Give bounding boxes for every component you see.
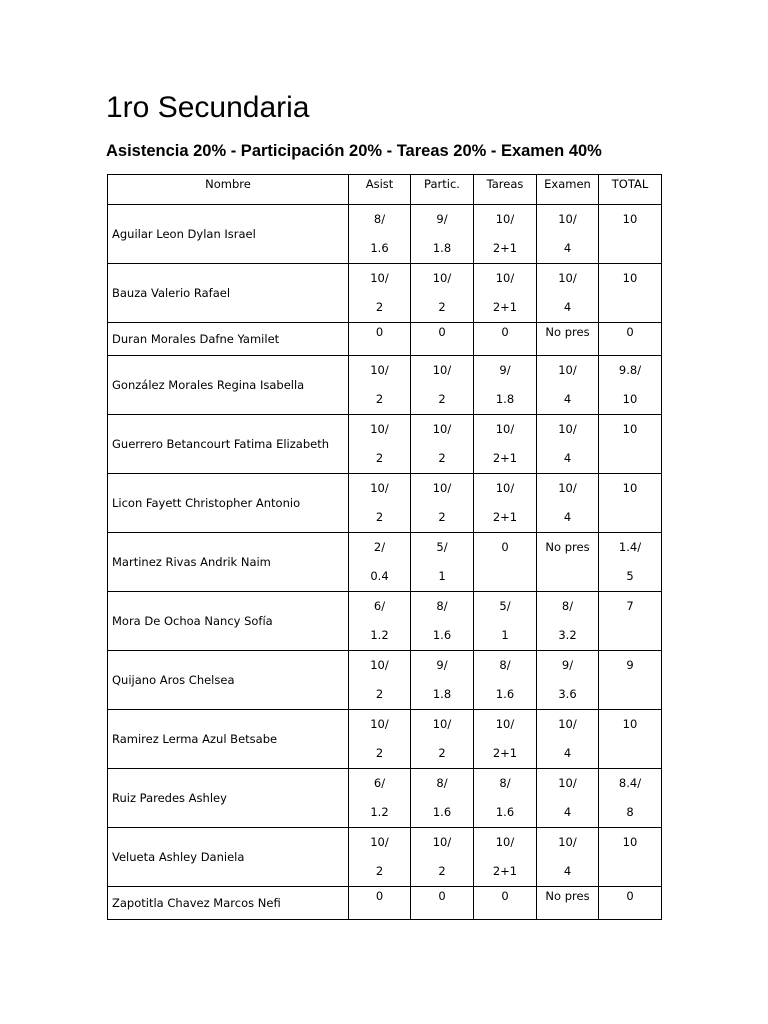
cell-total [599,769,662,828]
table-row [108,474,662,533]
partic-score: 5/ [436,540,448,554]
header-nombre: Nombre [108,175,349,205]
cell-total [599,205,662,264]
header-tareas: Tareas [474,175,537,205]
cell-asist [349,533,411,592]
cell-asist [349,323,411,356]
cell-examen [537,710,599,769]
cell-tareas [474,356,537,415]
asist-score: 2/ [373,540,386,554]
total-score: 10 [622,717,638,731]
partic-weighted: 2 [438,746,446,760]
asist-score: 10/ [370,422,389,436]
examen-score: 10/ [558,835,577,849]
cell-total [599,356,662,415]
cell-tareas [474,474,537,533]
tareas-weighted: 1.6 [495,687,515,701]
student-name: Quijano Aros Chelsea [108,651,349,710]
total-weighted [599,680,661,709]
table-row [108,592,662,651]
cell-partic [411,887,474,920]
asist-weighted: 2 [375,300,384,314]
cell-examen [537,264,599,323]
table-row [108,828,662,887]
table-row [108,264,662,323]
tareas-weighted: 2+1 [492,300,518,314]
cell-tareas [474,828,537,887]
asist-score: 8/ [373,212,386,226]
partic-score: 10/ [432,481,452,495]
cell-examen [537,828,599,887]
student-name: Aguilar Leon Dylan Israel [108,205,349,264]
total-weighted [599,293,661,322]
asist-score: 10/ [370,835,389,849]
tareas-weighted [474,562,536,591]
partic-score: 0 [438,889,446,903]
tareas-score: 9/ [499,363,511,377]
partic-weighted: 1 [438,569,446,583]
examen-score: 9/ [561,658,574,672]
asist-score: 0 [375,889,384,903]
examen-weighted: 4 [563,451,572,465]
cell-partic [411,323,474,356]
partic-score: 10/ [432,363,452,377]
cell-partic [411,205,474,264]
cell-tareas [474,415,537,474]
total-score: 7 [626,599,634,613]
cell-total [599,592,662,651]
cell-partic [411,828,474,887]
table-row [108,710,662,769]
asist-weighted: 1.2 [370,805,389,819]
cell-total [599,264,662,323]
grades-table [107,174,662,920]
partic-score: 10/ [432,422,452,436]
cell-total [599,887,662,920]
header-partic: Partic. [411,175,474,205]
table-row [108,356,662,415]
examen-score: 8/ [561,599,574,613]
total-score: 9.8/ [618,363,642,377]
tareas-score: 0 [501,889,509,903]
asist-score: 0 [375,325,384,339]
total-weighted [599,234,661,263]
header-total: TOTAL [599,175,662,205]
student-name: Velueta Ashley Daniela [108,828,349,887]
partic-score: 10/ [432,717,452,731]
total-score: 1.4/ [618,540,642,554]
table-row [108,533,662,592]
cell-total [599,533,662,592]
examen-score: 10/ [558,363,577,377]
asist-weighted: 2 [375,746,384,760]
tareas-score: 5/ [499,599,511,613]
asist-weighted: 2 [375,687,384,701]
table-row [108,205,662,264]
cell-asist [349,205,411,264]
cell-tareas [474,323,537,356]
examen-weighted: 4 [563,241,572,255]
asist-score: 10/ [370,363,389,377]
partic-score: 10/ [432,835,452,849]
cell-partic [411,356,474,415]
cell-examen [537,356,599,415]
student-name: Mora De Ochoa Nancy Sofía [108,592,349,651]
partic-score: 9/ [436,658,448,672]
table-row [108,415,662,474]
cell-partic [411,769,474,828]
total-score: 10 [622,481,638,495]
asist-weighted: 2 [375,864,384,878]
cell-partic [411,415,474,474]
total-score: 0 [626,325,634,339]
table-row [108,769,662,828]
tareas-weighted: 1.6 [495,805,515,819]
cell-partic [411,533,474,592]
total-weighted [599,503,661,532]
total-score: 9 [626,658,634,672]
examen-score: No pres [545,325,590,339]
cell-partic [411,474,474,533]
tareas-score: 10/ [495,835,515,849]
examen-score: 10/ [558,776,577,790]
examen-weighted: 4 [563,510,572,524]
cell-total [599,710,662,769]
total-weighted [599,621,661,650]
total-score: 8.4/ [618,776,642,790]
total-weighted: 5 [626,569,634,583]
total-score: 10 [622,212,638,226]
asist-weighted: 1.6 [370,241,389,255]
examen-score: 10/ [558,212,577,226]
examen-weighted: 3.6 [558,687,577,701]
student-name: Zapotitla Chavez Marcos Nefi [108,887,349,920]
examen-score: 10/ [558,422,577,436]
cell-asist [349,710,411,769]
partic-score: 8/ [436,776,448,790]
cell-examen [537,533,599,592]
total-weighted [599,444,661,473]
cell-examen [537,592,599,651]
header-examen: Examen [537,175,599,205]
cell-tareas [474,533,537,592]
cell-tareas [474,887,537,920]
table-row [108,887,662,920]
tareas-score: 10/ [495,212,515,226]
asist-score: 10/ [370,271,389,285]
cell-examen [537,205,599,264]
examen-weighted [537,562,598,591]
grading-weights-subtitle: Asistencia 20% - Participación 20% - Tareas 20% - Examen 40% [106,142,602,160]
total-weighted: 10 [622,392,638,406]
tareas-weighted: 2+1 [492,746,518,760]
cell-tareas [474,710,537,769]
cell-total [599,651,662,710]
tareas-weighted: 1 [501,628,509,642]
partic-weighted: 1.8 [432,687,452,701]
tareas-weighted: 2+1 [492,241,518,255]
asist-weighted: 0.4 [370,569,389,583]
cell-asist [349,474,411,533]
partic-weighted: 1.6 [432,628,452,642]
tareas-weighted: 2+1 [492,510,518,524]
student-name: Guerrero Betancourt Fatima Elizabeth [108,415,349,474]
partic-weighted: 1.8 [432,241,452,255]
total-score: 10 [622,271,638,285]
student-name: Martinez Rivas Andrik Naim [108,533,349,592]
total-weighted: 8 [626,805,634,819]
student-name: Ruiz Paredes Ashley [108,769,349,828]
partic-weighted: 2 [438,510,446,524]
partic-score: 9/ [436,212,448,226]
partic-score: 8/ [436,599,448,613]
total-score: 10 [622,835,638,849]
examen-weighted: 4 [563,300,572,314]
cell-tareas [474,592,537,651]
cell-asist [349,592,411,651]
student-name: Licon Fayett Christopher Antonio [108,474,349,533]
table-row [108,651,662,710]
tareas-score: 10/ [495,422,515,436]
asist-weighted: 1.2 [370,628,389,642]
student-name: González Morales Regina Isabella [108,356,349,415]
cell-total [599,474,662,533]
partic-weighted: 1.6 [432,805,452,819]
cell-asist [349,415,411,474]
total-score: 10 [622,422,638,436]
tareas-score: 10/ [495,481,515,495]
cell-tareas [474,769,537,828]
student-name: Bauza Valerio Rafael [108,264,349,323]
asist-weighted: 2 [375,392,384,406]
tareas-score: 8/ [499,658,511,672]
header-asist: Asist [349,175,411,205]
cell-examen [537,415,599,474]
cell-examen [537,887,599,920]
tareas-weighted: 1.8 [495,392,515,406]
partic-weighted: 2 [438,864,446,878]
page-title: 1ro Secundaria [106,91,310,124]
cell-examen [537,323,599,356]
asist-weighted: 2 [375,510,384,524]
cell-tareas [474,651,537,710]
examen-weighted: 4 [563,746,572,760]
tareas-score: 8/ [499,776,511,790]
total-weighted [599,857,661,886]
tareas-score: 0 [501,325,509,339]
cell-asist [349,769,411,828]
asist-score: 6/ [373,599,386,613]
table-row [108,323,662,356]
tareas-weighted: 2+1 [492,451,518,465]
asist-score: 10/ [370,717,389,731]
cell-asist [349,356,411,415]
cell-asist [349,651,411,710]
cell-partic [411,651,474,710]
cell-total [599,828,662,887]
cell-partic [411,592,474,651]
student-name: Duran Morales Dafne Yamilet [108,323,349,356]
grades-body [108,205,662,920]
tareas-score: 10/ [495,717,515,731]
cell-examen [537,474,599,533]
partic-weighted: 2 [438,300,446,314]
cell-total [599,323,662,356]
cell-partic [411,710,474,769]
cell-tareas [474,264,537,323]
cell-examen [537,651,599,710]
tareas-score: 10/ [495,271,515,285]
cell-asist [349,264,411,323]
cell-partic [411,264,474,323]
examen-weighted: 4 [563,805,572,819]
examen-score: No pres [545,889,590,903]
examen-weighted: 3.2 [558,628,577,642]
cell-asist [349,828,411,887]
examen-score: 10/ [558,717,577,731]
asist-weighted: 2 [375,451,384,465]
asist-score: 10/ [370,481,389,495]
tareas-weighted: 2+1 [492,864,518,878]
partic-score: 0 [438,325,446,339]
examen-score: 10/ [558,481,577,495]
cell-total [599,415,662,474]
header-row [108,175,662,205]
examen-score: No pres [545,540,590,554]
tareas-score: 0 [501,540,509,554]
partic-weighted: 2 [438,392,446,406]
asist-score: 10/ [370,658,389,672]
examen-weighted: 4 [563,864,572,878]
partic-score: 10/ [432,271,452,285]
cell-tareas [474,205,537,264]
partic-weighted: 2 [438,451,446,465]
total-weighted [599,739,661,768]
asist-score: 6/ [373,776,386,790]
examen-score: 10/ [558,271,577,285]
cell-examen [537,769,599,828]
examen-weighted: 4 [563,392,572,406]
student-name: Ramirez Lerma Azul Betsabe [108,710,349,769]
cell-asist [349,887,411,920]
total-score: 0 [626,889,634,903]
